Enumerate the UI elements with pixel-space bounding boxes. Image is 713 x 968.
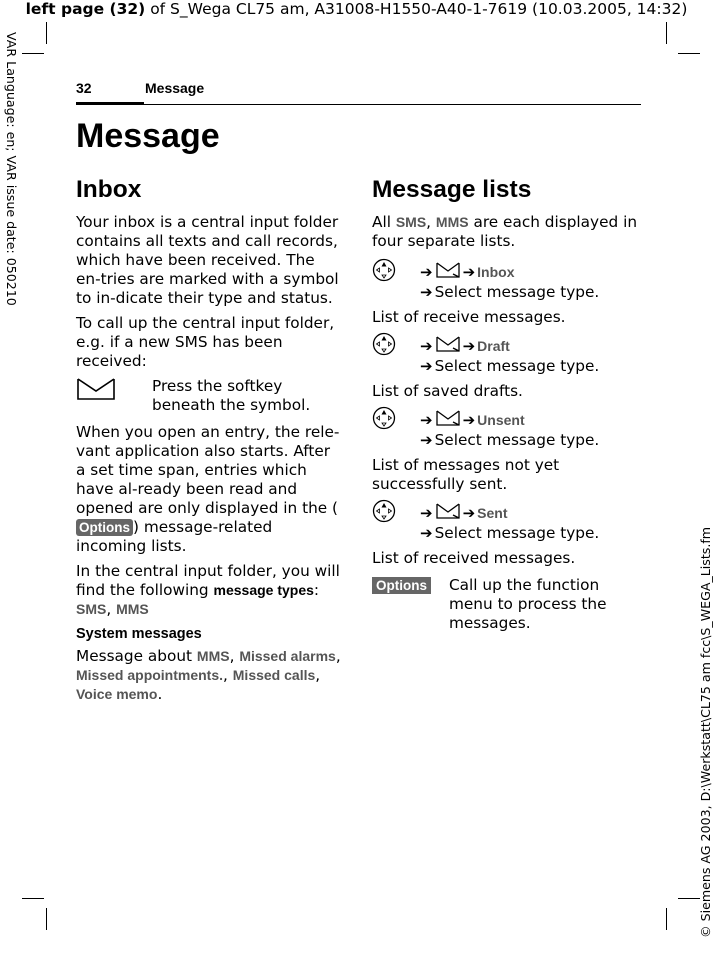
- nav-path: [372, 335, 642, 357]
- crop-mark: [46, 22, 47, 44]
- arrow-icon: ➔: [420, 336, 433, 355]
- header-rule: [76, 104, 641, 105]
- print-info-line: [0, 0, 713, 18]
- envelope-icon: [435, 260, 461, 285]
- message-list-entry: [372, 261, 642, 327]
- arrow-icon: ➔: [420, 283, 433, 301]
- keyword-voice-memo: Voice memo: [76, 686, 158, 702]
- nav-path: [372, 409, 642, 431]
- envelope-row: [76, 377, 344, 415]
- text-fragment: ) message-related incoming lists.: [76, 518, 273, 555]
- arrow-icon: ➔: [420, 262, 433, 281]
- arrow-icon: ➔: [420, 524, 433, 542]
- text-fragment: ,: [106, 600, 117, 618]
- arrow-icon: ➔: [420, 410, 433, 429]
- envelope-description: Press the softkey beneath the symbol.: [152, 377, 311, 414]
- list-description: List of messages not yet successfully sent.: [372, 456, 560, 493]
- inbox-heading: Inbox: [76, 176, 142, 203]
- message-lists-column: [372, 175, 642, 641]
- options-cell: [372, 576, 449, 633]
- inbox-paragraph: [76, 562, 344, 619]
- select-instruction: Select message type.: [434, 283, 600, 301]
- crop-mark: [666, 908, 667, 930]
- arrow-icon: ➔: [420, 431, 433, 449]
- keyword-mms: MMS: [435, 214, 469, 230]
- text-fragment: ,: [426, 213, 436, 231]
- inbox-paragraph: To call up the central input folder, e.g. if a new SMS has been received:: [76, 314, 335, 370]
- inbox-paragraph: [76, 423, 344, 556]
- list-description: List of received messages.: [372, 549, 576, 567]
- message-list-entry: [372, 502, 642, 568]
- text-fragment: Message about: [76, 647, 197, 665]
- list-description: List of receive messages.: [372, 308, 566, 326]
- print-info-bold: left page (32): [25, 0, 146, 18]
- keyword-mms: MMS: [196, 648, 230, 664]
- inbox-column: [76, 175, 344, 710]
- message-types-keyword: message types: [213, 582, 314, 598]
- page-title: Message: [76, 117, 220, 155]
- nav-path: [372, 502, 642, 524]
- text-fragment: :: [313, 581, 320, 599]
- message-list-entry: [372, 409, 642, 494]
- options-description: Call up the function menu to process the messages.: [449, 576, 607, 632]
- system-messages-paragraph: [76, 647, 344, 704]
- text-fragment: ,: [229, 647, 240, 665]
- navigation-key-icon: [372, 332, 420, 361]
- navigation-key-icon: [372, 499, 420, 528]
- keyword-sms: SMS: [76, 601, 107, 617]
- crop-mark: [22, 53, 44, 54]
- list-target: Unsent: [477, 411, 525, 428]
- list-target: Sent: [477, 504, 508, 521]
- arrow-icon: ➔: [420, 357, 433, 375]
- text-fragment: When you open an entry, the rele-vant application also starts. After a set time span, entries which have al-ready been read and opened are only displayed in the (: [76, 423, 340, 517]
- envelope-icon: [435, 334, 461, 359]
- crop-mark: [22, 898, 44, 899]
- keyword-missed-appointments: Missed appointments.: [76, 667, 224, 683]
- side-info-left: VAR Language: en; VAR issue date: 050210: [4, 32, 19, 306]
- text-fragment: In the central input folder, you will find the following: [76, 562, 340, 599]
- system-messages-heading: System messages: [76, 626, 202, 642]
- text-fragment: All: [372, 213, 396, 231]
- text-fragment: ,: [223, 666, 233, 684]
- options-softkey: Options: [372, 577, 431, 594]
- envelope-icon: [435, 408, 461, 433]
- keyword-missed-calls: Missed calls: [232, 667, 316, 683]
- print-info-rest: of S_Wega CL75 am, A31008-H1550-A40-1-7619 (10.03.2005, 14:32): [145, 0, 688, 18]
- navigation-key-icon: [372, 406, 420, 435]
- arrow-icon: ➔: [462, 336, 476, 355]
- crop-mark: [666, 22, 667, 44]
- keyword-sms: SMS: [395, 214, 427, 230]
- arrow-icon: ➔: [462, 503, 476, 522]
- select-instruction: Select message type.: [434, 524, 600, 542]
- options-row: [372, 576, 642, 633]
- envelope-icon: [76, 377, 152, 415]
- text-fragment: ,: [335, 647, 341, 665]
- crop-mark: [678, 53, 700, 54]
- crop-mark: [46, 908, 47, 930]
- options-softkey: Options: [76, 519, 133, 536]
- page-number: 32: [76, 80, 92, 96]
- keyword-missed-alarms: Missed alarms: [239, 648, 336, 664]
- side-info-right: © Siemens AG 2003, D:\Werkstatt\CL75 am fcc\S_WEGA_Lists.fm: [698, 526, 713, 938]
- text-fragment: are each displayed in four separate lists.: [372, 213, 638, 250]
- message-list-entry: [372, 335, 642, 401]
- inbox-paragraph: Your inbox is a central input folder contains all texts and call records, which have been received. The en-tries are marked with a symbol to in-dicate their type and status.: [76, 213, 339, 307]
- list-description: List of saved drafts.: [372, 382, 523, 400]
- keyword-mms: MMS: [116, 601, 149, 617]
- message-lists-heading: Message lists: [372, 176, 532, 203]
- list-target: Draft: [477, 337, 510, 354]
- select-instruction: Select message type.: [434, 431, 600, 449]
- nav-path: [372, 261, 642, 283]
- text-fragment: ,: [315, 666, 321, 684]
- arrow-icon: ➔: [462, 262, 476, 281]
- select-instruction: Select message type.: [434, 357, 600, 375]
- navigation-key-icon: [372, 258, 420, 287]
- lists-intro: [372, 213, 642, 251]
- running-header: Message: [145, 80, 205, 96]
- text-fragment: .: [157, 685, 163, 703]
- list-target: Inbox: [477, 263, 515, 280]
- message-list-items: [372, 261, 642, 568]
- arrow-icon: ➔: [462, 410, 476, 429]
- envelope-icon: [435, 501, 461, 526]
- arrow-icon: ➔: [420, 503, 433, 522]
